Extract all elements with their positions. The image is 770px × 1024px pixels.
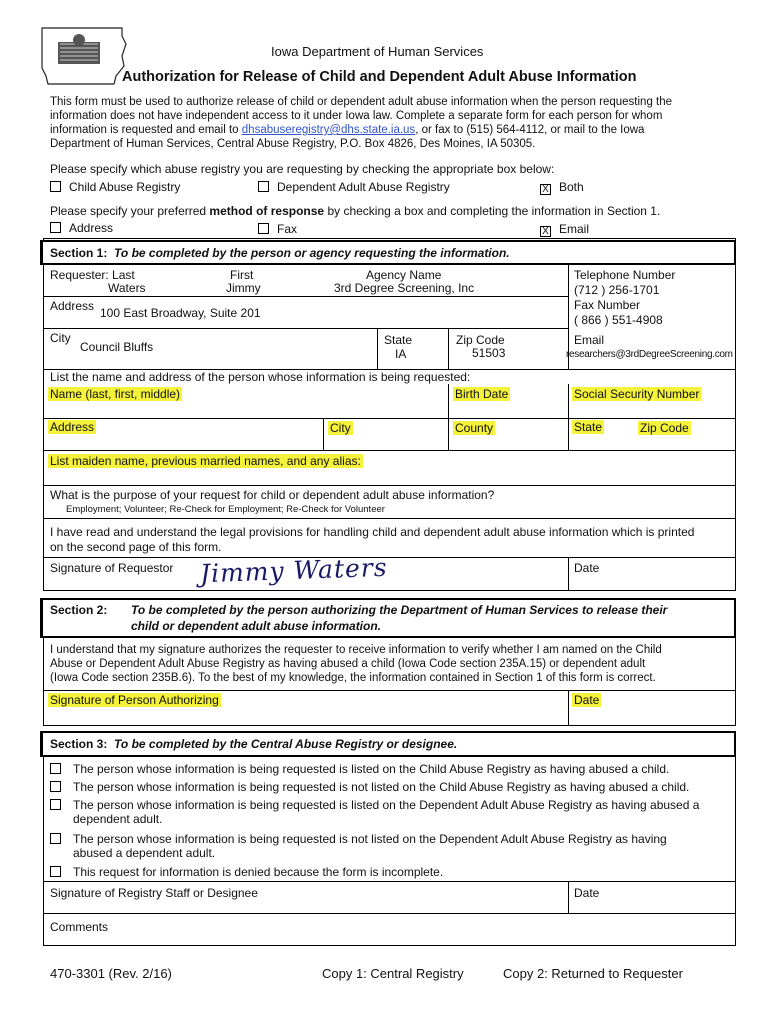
fax-value[interactable]: ( 866 ) 551-4908: [574, 313, 663, 327]
section1-title: Section 1: To be completed by the person or agency requesting the information.: [50, 246, 510, 260]
registry-result-5[interactable]: This request for information is denied because the form is incomplete.: [50, 865, 443, 879]
checkbox-checked[interactable]: X: [540, 226, 551, 237]
registry-result-4-cont: abused a dependent adult.: [73, 846, 216, 860]
agency-name: Iowa Department of Human Services: [271, 44, 484, 59]
response-option-email[interactable]: X Email: [540, 222, 589, 237]
requestor-signature[interactable]: Jimmy Waters: [199, 552, 389, 589]
agency-label: Agency Name: [366, 268, 442, 282]
checkbox[interactable]: [258, 181, 269, 192]
checkbox[interactable]: [50, 181, 61, 192]
form-number: 470-3301 (Rev. 2/16): [50, 966, 172, 981]
read-statement-2: on the second page of this form.: [50, 540, 222, 554]
city-label: City: [50, 331, 71, 345]
section2-text: I understand that my signature authorizes the requester to receive information to verify whether I am named on the Child Abuse or Dependent Adult Abuse Registry as having abused a child (Iowa Code section 235A.15) or dependent adult (Iowa Code section 235B.6). To the best of my knowledge, the information contained in Section 1 of this form is correct.: [50, 644, 662, 684]
address-label: Address: [50, 299, 95, 313]
zip-value[interactable]: 51503: [472, 346, 506, 360]
checkbox[interactable]: [258, 223, 269, 234]
address-value[interactable]: 100 East Broadway, Suite 201: [100, 306, 261, 320]
form-title: Authorization for Release of Child and Dependent Adult Abuse Information: [122, 69, 637, 85]
requester-last-name[interactable]: Waters: [108, 281, 146, 295]
registry-result-1[interactable]: The person whose information is being requested is listed on the Child Abuse Registry as having abused a child.: [50, 762, 669, 776]
checkbox[interactable]: [50, 781, 61, 792]
checkbox-checked[interactable]: X: [540, 184, 551, 195]
checkbox[interactable]: [50, 222, 61, 233]
requestor-signature-label: Signature of Requestor: [50, 561, 174, 575]
email-label: Email: [574, 333, 605, 347]
checkbox[interactable]: [50, 799, 61, 810]
city2-label: City: [330, 421, 351, 435]
registry-option-dependent[interactable]: Dependent Adult Abuse Registry: [258, 180, 450, 194]
list-prompt: List the name and address of the person whose information is being requested:: [50, 370, 471, 384]
authorizer-signature-label: Signature of Person Authorizing: [50, 693, 219, 707]
section2-title-1: To be completed by the person authorizing the Department of Human Services to release their: [131, 603, 668, 617]
checkbox[interactable]: [50, 833, 61, 844]
read-statement-1: I have read and understand the legal provisions for handling child and dependent adult abuse information which is printed: [50, 525, 695, 539]
county-label: County: [455, 421, 494, 435]
intro-text: This form must be used to authorize release of child or dependent adult abuse information when the person requesting the information does not have independent access to it under Iowa law. Complete a separate form for each person for whom information is requested and email to dhsabuseregistry@dhs.state.ia.us, or fax to (515) 564-4112, or mail to the Iowa Department of Human Services, Central Abuse Registry, P.O. Box 4826, Des Moines, IA 50305.: [50, 96, 673, 150]
section2-label: Section 2:: [50, 603, 108, 617]
zip-label: Zip Code: [456, 333, 505, 347]
birth-date-label: Birth Date: [455, 387, 509, 401]
address2-label: Address: [50, 420, 95, 434]
requester-first-name[interactable]: Jimmy: [226, 281, 261, 295]
phone-value[interactable]: (712 ) 256-1701: [574, 283, 660, 297]
purpose-value[interactable]: Employment; Volunteer; Re-Check for Employment; Re-Check for Volunteer: [66, 504, 385, 515]
maiden-name-label: List maiden name, previous married names, and any alias:: [50, 454, 361, 468]
response-option-fax[interactable]: Fax: [258, 222, 297, 236]
registry-result-3[interactable]: The person whose information is being requested is listed on the Dependent Adult Abuse Registry as having abused a: [50, 798, 699, 812]
ssn-label: Social Security Number: [574, 387, 700, 401]
response-prompt: Please specify your preferred method of response by checking a box and completing the information in Section 1.: [50, 204, 661, 218]
city-value[interactable]: Council Bluffs: [80, 340, 154, 354]
response-option-address[interactable]: Address: [50, 221, 113, 235]
fax-label: Fax Number: [574, 298, 641, 312]
checkbox[interactable]: [50, 763, 61, 774]
registry-result-3-cont: dependent adult.: [73, 812, 163, 826]
state-value[interactable]: IA: [395, 347, 407, 361]
registry-result-4[interactable]: The person whose information is being requested is not listed on the Dependent Adult Abuse Registry as having: [50, 832, 667, 846]
requestor-date-label: Date: [574, 561, 600, 575]
first-label: First: [230, 268, 254, 282]
zip2-label: Zip Code: [640, 421, 689, 435]
agency-name-value[interactable]: 3rd Degree Screening, Inc: [334, 281, 475, 295]
iowa-logo: [38, 22, 128, 88]
copy2-label: Copy 2: Returned to Requester: [503, 966, 683, 981]
registry-date-label: Date: [574, 886, 600, 900]
phone-label: Telephone Number: [574, 268, 676, 282]
section2-title-2: child or dependent adult abuse information.: [131, 619, 382, 633]
authorizer-date-label: Date: [574, 693, 600, 707]
email-link[interactable]: dhsabuseregistry@dhs.state.ia.us: [241, 124, 416, 136]
registry-option-child[interactable]: Child Abuse Registry: [50, 180, 180, 194]
registry-signature-label: Signature of Registry Staff or Designee: [50, 886, 258, 900]
requester-label: Requester: Last: [50, 268, 135, 282]
purpose-label: What is the purpose of your request for child or dependent adult abuse information?: [50, 488, 495, 502]
email-value[interactable]: researchers@3rdDegreeScreening.com: [566, 349, 733, 360]
name-field-label: Name (last, first, middle): [50, 387, 181, 401]
registry-prompt: Please specify which abuse registry you are requesting by checking the appropriate box below:: [50, 162, 555, 176]
checkbox[interactable]: [50, 866, 61, 877]
registry-option-both[interactable]: X Both: [540, 180, 584, 195]
comments-label: Comments: [50, 920, 109, 934]
state-label: State: [384, 333, 413, 347]
registry-result-2[interactable]: The person whose information is being requested is not listed on the Child Abuse Registry as having abused a child.: [50, 780, 689, 794]
copy1-label: Copy 1: Central Registry: [322, 966, 464, 981]
section3-title: Section 3: To be completed by the Central Abuse Registry or designee.: [50, 737, 458, 751]
state2-label: State: [574, 420, 603, 434]
